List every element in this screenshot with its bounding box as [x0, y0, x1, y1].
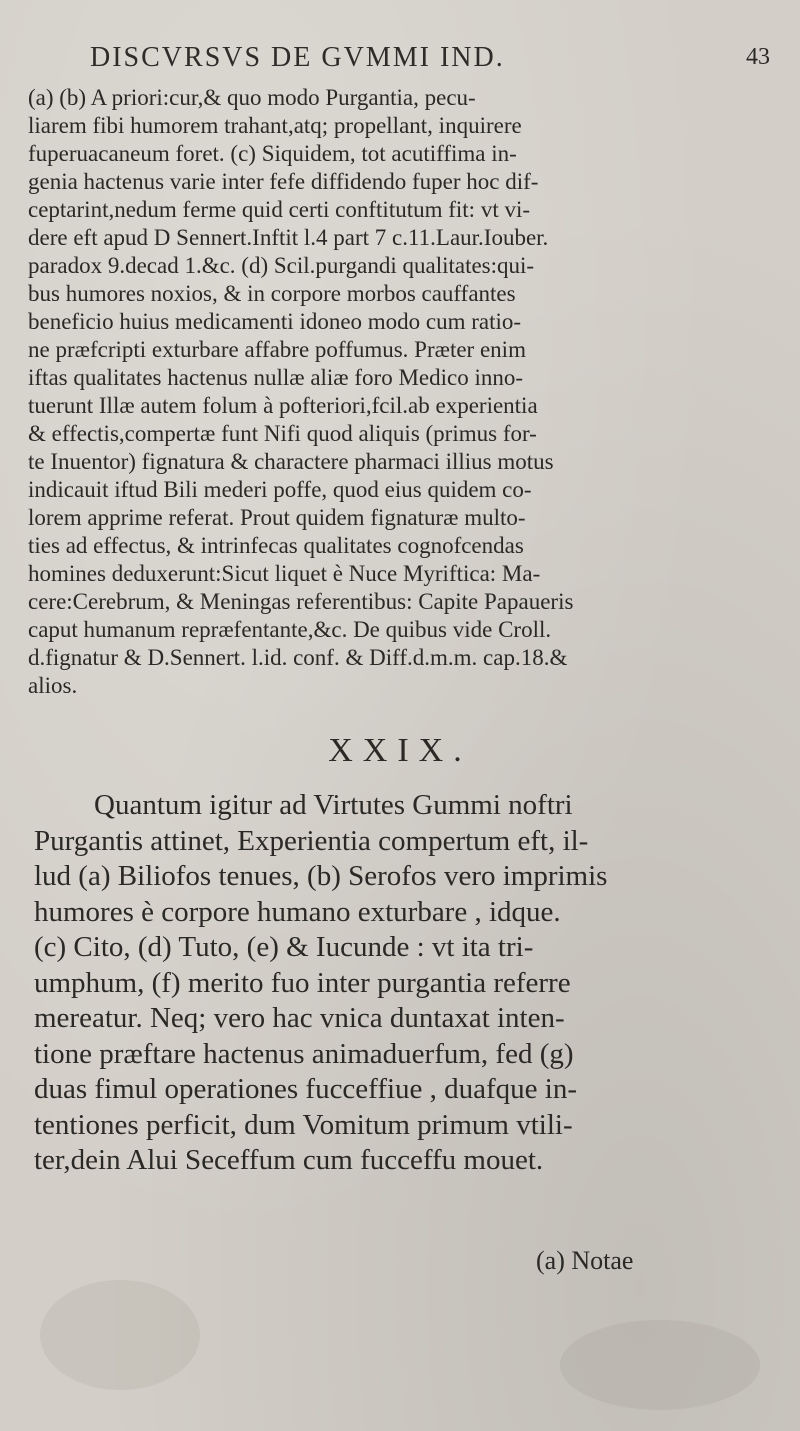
- text-line: indicauit iftud Bili mederi poffe, quod eius quidem co-: [28, 477, 532, 502]
- page-number: 43: [746, 44, 770, 70]
- text-line: dere eft apud D Sennert.Inftit l.4 part 7 c.11.Laur.Iouber.: [28, 225, 549, 250]
- text-line: (a) (b) A priori:cur,& quo modo Purgantia, pecu-: [28, 85, 476, 110]
- text-line: te Inuentor) fignatura & charactere pharmaci illius motus: [28, 449, 554, 474]
- text-line: tione præftare hactenus animaduerfum, fed (g): [34, 1037, 574, 1070]
- text-line: homines deduxerunt:Sicut liquet è Nuce Myriftica: Ma-: [28, 561, 541, 586]
- paper-stain: [560, 1320, 760, 1410]
- paper-stain: [40, 1280, 200, 1390]
- text-line: ties ad effectus, & intrinfecas qualitates cognofcendas: [28, 533, 524, 558]
- text-line: mereatur. Neq; vero hac vnica duntaxat inten-: [34, 1002, 565, 1034]
- text-line: (c) Cito, (d) Tuto, (e) & Iucunde : vt ita tri-: [34, 931, 534, 963]
- text-line: bus humores noxios, & in corpore morbos cauffantes: [28, 281, 516, 306]
- running-head: DISCVRSVS DE GVMMI IND.: [90, 42, 505, 73]
- text-line: lorem apprime referat. Prout quidem fignaturæ multo-: [28, 505, 526, 530]
- catchword: (a) Notae: [536, 1246, 634, 1275]
- text-line: ceptarint,nedum ferme quid certi conftitutum fit: vt vi-: [28, 197, 531, 222]
- text-line: iftas qualitates hactenus nullæ aliæ foro Medico inno-: [28, 365, 524, 390]
- text-line: genia hactenus varie inter fefe diffidendo fuper hoc dif-: [28, 169, 539, 194]
- text-line: & effectis,compertæ funt Nifi quod aliquis (primus for-: [28, 421, 537, 446]
- page-header: [90, 42, 770, 82]
- lower-paragraph: [34, 788, 780, 1179]
- text-line: humores è corpore humano exturbare , idque.: [34, 895, 561, 928]
- text-line: cere:Cerebrum, & Meningas referentibus: Capite Papaueris: [28, 589, 574, 614]
- text-line: ne præfcripti exturbare affabre poffumus. Præter enim: [28, 337, 526, 362]
- text-line: paradox 9.decad 1.&c. (d) Scil.purgandi qualitates:qui-: [28, 253, 535, 278]
- text-line: alios.: [28, 673, 78, 698]
- text-line: ter,dein Alui Seceffum cum fucceffu mouet.: [34, 1144, 544, 1176]
- text-line: duas fimul operationes fucceffiue , duafque in-: [34, 1073, 578, 1105]
- text-line: d.fignatur & D.Sennert. l.id. conf. & Diff.d.m.m. cap.18.&: [28, 645, 568, 670]
- text-line: Quantum igitur ad Virtutes Gummi noftri: [94, 789, 573, 821]
- upper-paragraph: [28, 84, 780, 700]
- text-line: fuperuacaneum foret. (c) Siquidem, tot acutiffima in-: [28, 141, 517, 166]
- text-line: Purgantis attinet, Experientia compertum eft, il-: [34, 824, 589, 857]
- text-line: beneficio huius medicamenti idoneo modo cum ratio-: [28, 309, 522, 334]
- text-line: tuerunt Illæ autem folum à pofteriori,fcil.ab experientia: [28, 393, 538, 418]
- text-line: caput humanum repræfentante,&c. De quibus vide Croll.: [28, 617, 552, 642]
- text-line: lud (a) Biliofos tenues, (b) Serofos vero imprimis: [34, 860, 608, 892]
- text-line: liarem fibi humorem trahant,atq; propellant, inquirere: [28, 113, 522, 138]
- text-line: umphum, (f) merito fuo inter purgantia referre: [34, 966, 571, 999]
- section-number: XXIX.: [328, 732, 472, 769]
- text-line: tentiones perficit, dum Vomitum primum vtili-: [34, 1108, 573, 1141]
